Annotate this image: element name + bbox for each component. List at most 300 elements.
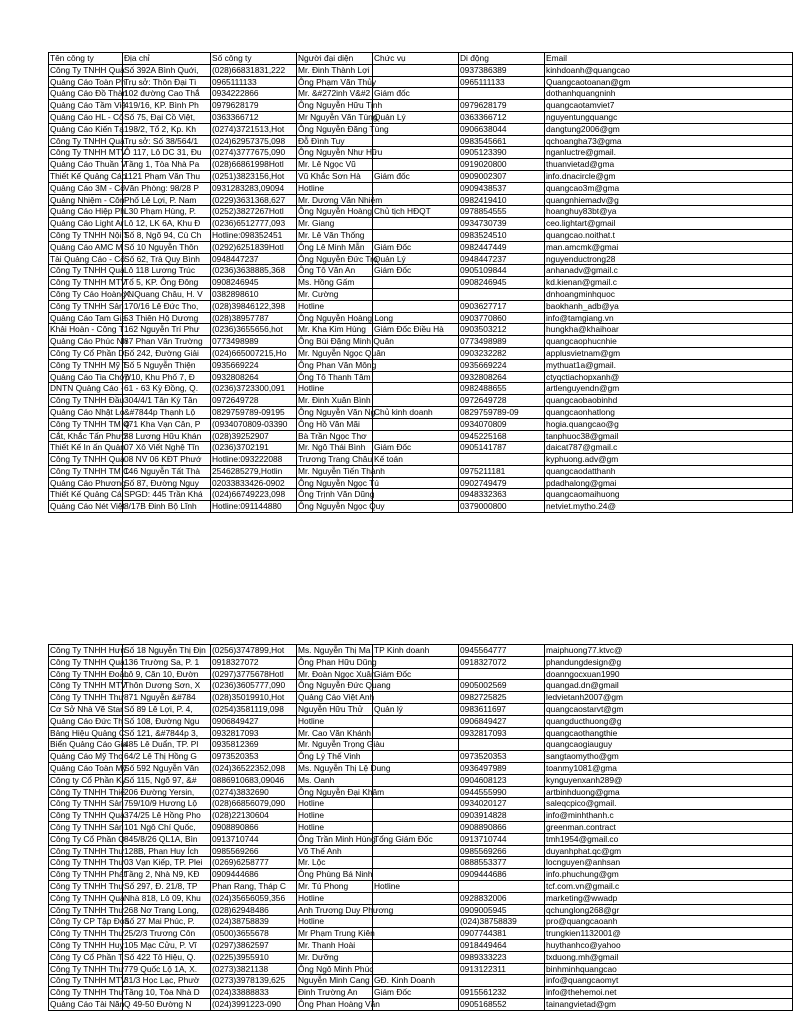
mobile-cell: 0915561232 [459, 987, 545, 999]
email-cell: quangcaotamviet7 [545, 100, 793, 112]
representative-cell: Ông Tô Văn An [297, 265, 373, 277]
position-cell: Chức vụ [373, 53, 459, 65]
company-phone-cell: (028)35019910,Hot [211, 692, 297, 704]
table-row [49, 810, 793, 822]
table-row [49, 430, 793, 442]
company-name-cell: Biển Quảng Cáo Gia [50, 739, 128, 750]
mobile-cell: 0908246945 [459, 277, 545, 289]
company-name-cell: Quảng Cáo Phúc Nh [50, 336, 128, 347]
representative-cell: Mr. Tú Phong [297, 880, 373, 892]
table-row [49, 987, 793, 999]
email-cell: qchoangha73@gma [545, 135, 793, 147]
address-cell: 304/4/1 Tân Kỳ Tân [123, 395, 211, 407]
company-phone-cell: (0273)3821138 [211, 963, 297, 975]
address-cell: X. Quang Châu, H. V [123, 288, 211, 300]
address-cell: Trụ sở: Thôn Đại Tì [123, 76, 211, 88]
header-row [49, 53, 793, 65]
representative-cell: Anh Trương Duy Phương [298, 904, 394, 915]
table-row [49, 277, 793, 289]
company-name-cell: Quảng Cáo Tam Gia [50, 312, 127, 323]
company-name-cell: Công Ty TNHH MTV [50, 975, 127, 986]
table-row [49, 288, 793, 300]
mobile-cell: 0932808264 [459, 371, 545, 383]
table-row [49, 489, 793, 501]
email-cell: hungkha@khaihoar [545, 324, 793, 336]
representative-cell: Ông Nguyễn Đức Quang [298, 680, 391, 691]
address-cell: Tầng 10, Tòa Nhà D [123, 987, 211, 999]
mobile-cell: 0888553377 [459, 857, 545, 869]
position-cell [373, 489, 459, 501]
table-row [49, 786, 793, 798]
position-cell: Giám Đốc [373, 442, 459, 454]
table-row [49, 336, 793, 348]
company-name-cell: Quảng Cáo Toàn Mỹ [50, 762, 127, 773]
mobile-cell: 0908890866 [459, 821, 545, 833]
representative-cell: Mr. Ngô Thái Bình [297, 442, 373, 454]
company-name-cell: Công Ty TNHH Thư [50, 857, 125, 868]
mobile-cell: 0945225168 [459, 430, 545, 442]
representative-cell: Mr. Nguyễn Tiến Thành [298, 465, 385, 476]
representative-cell: Ông Trịnh Văn Dũng [298, 489, 375, 500]
company-name-cell: Quảng Cáo Thuần V [50, 159, 127, 170]
company-phone-cell: (0225)3955910 [211, 951, 297, 963]
company-name-cell: Tên công ty [49, 53, 123, 65]
mobile-cell: 0965111133 [459, 76, 545, 88]
company-phone-cell: (0297)3862597 [211, 939, 297, 951]
company-name-cell: Công Ty TNHH MTV [50, 680, 127, 691]
address-cell: Ô 117, Lô DC 31, Đu [123, 147, 211, 159]
representative-cell: Ông Phan Văn Mông [298, 359, 377, 370]
mobile-cell: 0985569266 [459, 845, 545, 857]
address-cell: Số 121, &#7844p 3, [123, 727, 211, 739]
table-row [49, 833, 793, 845]
table-row [49, 692, 793, 704]
position-cell: Giám đốc [373, 88, 459, 100]
representative-cell: Mr. Lê Ngọc Vũ [297, 159, 373, 171]
representative-cell: Hotline [297, 892, 373, 904]
address-cell: 374/25 Lê Hồng Pho [123, 810, 211, 822]
company-phone-cell: (0254)3581119,098 [211, 703, 297, 715]
representative-cell: Ông Ngô Minh Phúc [298, 963, 374, 974]
email-cell: artlenguyendn@gm [545, 383, 793, 395]
position-cell: Quản Lý [373, 253, 459, 265]
representative-cell: Mr. Lộc [297, 857, 373, 869]
email-cell: tmh1954@gmail.co [545, 833, 793, 845]
table-row [49, 892, 793, 904]
address-cell: Số 10 Nguyễn Thôn [123, 241, 211, 253]
email-cell: quangcaophucnhie [545, 336, 793, 348]
representative-cell: Ông Phạm Văn Thủy [298, 76, 377, 87]
company-name-cell: Công Ty TNHH Hưn [50, 645, 126, 655]
mobile-cell: 0928832006 [459, 892, 545, 904]
company-name-cell: Công Ty TNHH Quả [50, 892, 125, 903]
company-name-cell: Quảng Cáo Light Ar [50, 218, 124, 229]
company-phone-cell: 0909444686 [211, 869, 297, 881]
table-row [49, 998, 793, 1010]
company-name-cell: Quảng Cáo Đức Th [50, 715, 123, 726]
email-cell: info@thehemoi.net [545, 987, 793, 999]
position-cell [373, 727, 459, 739]
mobile-cell: 0945564777 [459, 645, 545, 657]
email-cell: dothanhquangninh [545, 88, 793, 100]
table-row [49, 100, 793, 112]
email-cell: daicat787@gmail.c [545, 442, 793, 454]
table-row [49, 347, 793, 359]
representative-cell: Ông Phan Hoàng Văn [298, 998, 380, 1009]
company-phone-cell: (0251)3823156,Hot [211, 170, 297, 182]
address-cell: Số 75, Đại Cồ Việt, [123, 111, 211, 123]
position-cell [373, 100, 459, 112]
position-cell [373, 928, 459, 940]
company-phone-cell: (028)39846122,398 [211, 300, 297, 312]
company-phone-cell: (0500)3655678 [211, 928, 297, 940]
company-phone-cell: (0273)3978139,625 [211, 975, 297, 987]
email-cell: dnhoangminhquoc [545, 288, 793, 300]
email-cell: hoanghuy83bt@ya [545, 206, 793, 218]
email-cell: Email [545, 53, 793, 65]
address-cell: Tổ 5, KP. Ông Đông [123, 277, 211, 289]
email-cell: applusvietnam@gm [545, 347, 793, 359]
email-cell: info.phuchung@gm [545, 869, 793, 881]
representative-cell: Ông Nguyễn Hữu Tịnh [298, 100, 383, 111]
email-cell: info.dnacircle@gm [545, 170, 793, 182]
address-cell: Số 5 Nguyễn Thiện [123, 359, 211, 371]
address-cell: 871 Nguyễn &#784 [123, 692, 211, 704]
company-name-cell: Cắt, Khắc Tấn Phướ [50, 430, 128, 441]
company-phone-cell: 0948447237 [211, 253, 297, 265]
company-name-cell: Bảng Hiệu Quảng C [50, 727, 125, 738]
representative-cell: Ông Nguyễn Đức Trọ [298, 253, 378, 264]
company-name-cell: Quảng Cáo Tầm Việ [50, 100, 127, 111]
mobile-cell: 0903627717 [459, 300, 545, 312]
company-name-cell: Quảng Cáo Tài Năn [50, 998, 125, 1009]
representative-cell: Ms. Nguyễn Thị Lệ Dung [298, 762, 391, 773]
representative-cell: Hotline [297, 715, 373, 727]
mobile-cell: 0944555990 [459, 786, 545, 798]
company-name-cell: Công Ty TNHH Quả [50, 810, 125, 821]
address-cell: 759/10/9 Hương Lộ [123, 798, 211, 810]
position-cell [373, 656, 459, 668]
company-phone-cell: 0973520353 [211, 751, 297, 763]
address-cell: 845/8/26 QL1A, Bìn [123, 833, 211, 845]
company-name-cell: Công Ty TNHH Mỹ T [50, 359, 128, 370]
mobile-cell: 0982488655 [459, 383, 545, 395]
table-row [49, 170, 793, 182]
company-phone-cell: Phan Rang, Tháp C [211, 880, 297, 892]
position-cell: Giám Đốc [373, 987, 459, 999]
mobile-cell: 0982725825 [459, 692, 545, 704]
company-phone-cell: (0236)3702191 [211, 442, 297, 454]
address-cell: 87 Phan Văn Trường [123, 336, 211, 348]
position-cell [373, 998, 459, 1010]
representative-cell: Ông Nguyễn Hoàng Long [298, 312, 393, 323]
mobile-cell: 0919020800 [459, 159, 545, 171]
company-name-cell: Công Ty TNHH Quả [50, 135, 125, 146]
company-name-cell: Công Ty TNHH Thư [50, 987, 125, 998]
position-cell: Giám Đốc [373, 241, 459, 253]
address-cell: Số 297, Đ. 21/8, TP [123, 880, 211, 892]
table-row [49, 857, 793, 869]
table-row [49, 975, 793, 987]
mobile-cell: 0937386389 [459, 64, 545, 76]
table-row [49, 241, 793, 253]
company-name-cell: Công Ty TNHH Quả [50, 656, 125, 667]
position-cell [373, 159, 459, 171]
position-cell: Chủ kinh doanh [373, 406, 459, 418]
table-row [49, 680, 793, 692]
representative-cell: Mr Nguyễn Văn Tùng [298, 111, 378, 122]
position-cell [373, 395, 459, 407]
mobile-cell [459, 880, 545, 892]
representative-cell: Mr. Cao Văn Khánh [298, 727, 372, 738]
email-cell: nguyenductrong28 [545, 253, 793, 265]
company-phone-cell: (024)62957375,098 [211, 135, 297, 147]
email-cell: quangducthuong@g [545, 715, 793, 727]
representative-cell: Hotline [297, 810, 373, 822]
company-phone-cell: (024)66749223,098 [211, 489, 297, 501]
representative-cell: Mr. Lê Văn Thống [297, 229, 373, 241]
representative-cell: Ông Nguyễn Ngọc Tú [298, 477, 379, 488]
table-row [49, 951, 793, 963]
mobile-cell [459, 454, 545, 466]
table-row [49, 359, 793, 371]
representative-cell: Ms. Nguyễn Thị Ma [297, 645, 373, 657]
company-name-cell: Công Ty TNHH Huy [50, 939, 124, 950]
representative-cell: Mr. Kha Kim Hùng [297, 324, 373, 336]
mobile-cell: 0905141787 [459, 442, 545, 454]
mobile-cell: 0948447237 [459, 253, 545, 265]
position-cell: TP Kinh doanh [373, 645, 459, 657]
position-cell [373, 892, 459, 904]
contact-sheet-bottom [48, 644, 768, 1011]
company-name-cell: Công Ty Cổ Phần Q [50, 833, 125, 844]
table-row [49, 312, 793, 324]
company-name-cell: Cơ Sở Nhà Vẽ Star [50, 703, 123, 714]
position-cell [373, 218, 459, 230]
email-cell: ceo.lightart@gmail [545, 218, 793, 230]
representative-cell: Hotline [297, 300, 373, 312]
position-cell [373, 786, 459, 798]
mobile-cell: 0906638044 [459, 123, 545, 135]
representative-cell: Mr. Đoàn Ngọc Xuân [298, 668, 376, 679]
address-cell: Tầng 1, Tòa Nhà Pa [123, 159, 211, 171]
representative-cell: Mr Phạm Trung Kiên [298, 928, 375, 939]
representative-cell: Ông Lý Thế Vinh [297, 751, 373, 763]
mobile-cell: 0932817093 [459, 727, 545, 739]
email-cell: locnguyen@anhsan [545, 857, 793, 869]
mobile-cell: 0918327072 [459, 656, 545, 668]
position-cell [373, 359, 459, 371]
company-phone-cell: (0274)3777675,090 [211, 147, 297, 159]
company-name-cell: Quảng Cáo HL - Cô [50, 111, 124, 122]
mobile-cell: 0983611697 [459, 703, 545, 715]
address-cell: 7/10, Khu Phố 7, Đ [123, 371, 211, 383]
company-phone-cell: (0256)3747899,Hot [211, 645, 297, 657]
representative-cell: Hotline [297, 383, 373, 395]
company-phone-cell: 0913710744 [211, 833, 297, 845]
representative-cell: Mr. Thanh Hoài [297, 939, 373, 951]
representative-cell: Ông Nguyễn Hoàng [298, 206, 373, 217]
contact-sheet-top [48, 52, 768, 513]
company-name-cell: Quảng Cáo Hiệp Ph [50, 206, 125, 217]
position-cell [373, 147, 459, 159]
table-row [49, 845, 793, 857]
address-cell: 61 - 63 Kỳ Đồng, Q. [123, 383, 211, 395]
representative-cell: Hotline [297, 182, 373, 194]
representative-cell: Ông Phan Hữu Dũng [298, 656, 377, 667]
table-row [49, 656, 793, 668]
representative-cell: Ông Hồ Văn Mãi [297, 418, 373, 430]
company-phone-cell: (024)33888833 [211, 987, 297, 999]
company-phone-cell: 0908890866 [211, 821, 297, 833]
company-name-cell: Công Ty TNHH Sản [50, 821, 124, 832]
position-cell [373, 951, 459, 963]
position-cell [373, 371, 459, 383]
representative-cell: Đinh Trường An [297, 987, 373, 999]
position-cell: Chủ tịch HĐQT [373, 206, 459, 218]
email-cell: pro@quangcaoanh [545, 916, 793, 928]
company-phone-cell: 0773498989 [211, 336, 297, 348]
mobile-cell: 0989333223 [459, 951, 545, 963]
address-cell: Số 87, Đường Nguy [123, 477, 211, 489]
email-cell: qchunglong268@gr [545, 904, 793, 916]
company-name-cell: Quảng Cáo Nhật Lo [50, 406, 125, 417]
company-phone-cell: (028)66861998Hotl [211, 159, 297, 171]
email-cell: hogia.quangcao@g [545, 418, 793, 430]
representative-cell: Ông Nguyễn Như Hữu [298, 147, 383, 158]
company-name-cell: Công Ty TNHH Sản [50, 300, 124, 311]
email-cell: quangcao3m@gma [545, 182, 793, 194]
position-cell [373, 739, 459, 751]
position-cell [373, 857, 459, 869]
email-cell: info@tamgiang.vn [545, 312, 793, 324]
company-phone-cell: (0292)6251839Hotl [211, 241, 297, 253]
table-row [49, 821, 793, 833]
email-cell: saleqcpico@gmail. [545, 798, 793, 810]
email-cell: huythanhco@yahoo [545, 939, 793, 951]
table-row [49, 265, 793, 277]
company-phone-cell: Hotline:091144880 [211, 501, 297, 513]
address-cell: &#7844p Thạnh Lộ [123, 406, 211, 418]
position-cell [373, 229, 459, 241]
company-name-cell: Công Ty TNHH Nội T [50, 229, 129, 240]
company-name-cell: Công Ty TNHH Thư [50, 904, 125, 915]
position-cell [373, 963, 459, 975]
representative-cell: Vũ Khắc Sơn Hà [297, 170, 373, 182]
address-cell: 471 Kha Vạn Cân, P [123, 418, 211, 430]
position-cell [373, 477, 459, 489]
company-name-cell: Công Ty CP Tập Đoà [50, 916, 130, 927]
table-row [49, 229, 793, 241]
mobile-cell [459, 975, 545, 987]
table-row [49, 406, 793, 418]
mobile-cell: 0918449464 [459, 939, 545, 951]
company-name-cell: Công Ty TNHH Sản [50, 798, 124, 809]
address-cell: 198/2, Tổ 2, Kp. Kh [123, 123, 211, 135]
company-name-cell: Công Ty TNHH Phát [50, 869, 127, 880]
position-cell [373, 821, 459, 833]
table-row [49, 501, 793, 513]
representative-cell: Ông Nguyễn Đăng Tùng [298, 123, 389, 134]
company-phone-cell: (0252)3827267Hotl [211, 206, 297, 218]
table-row [49, 762, 793, 774]
address-cell: Văn Phòng: 98/28 P [123, 182, 211, 194]
address-cell: Lô 118 Lương Trúc [123, 265, 211, 277]
email-cell: sangtaomytho@gm [545, 751, 793, 763]
company-phone-cell: (0236)3605777,090 [211, 680, 297, 692]
company-phone-cell: 0363366712 [211, 111, 297, 123]
mobile-cell: 0902749479 [459, 477, 545, 489]
mobile-cell [459, 88, 545, 100]
email-cell: quangcaomaihuong [545, 489, 793, 501]
email-cell: quangcaothangthie [545, 727, 793, 739]
company-phone-cell: 0935669224 [211, 359, 297, 371]
company-name-cell: Quảng Cáo Nét Việt [50, 501, 125, 512]
table-row [49, 751, 793, 763]
email-cell: mythuat1a@gmail. [545, 359, 793, 371]
table-row [49, 465, 793, 477]
address-cell: Số 392A Bình Quới, [123, 64, 211, 76]
table-row [49, 727, 793, 739]
mobile-cell: 0983524510 [459, 229, 545, 241]
position-cell: Giám Đốc [373, 265, 459, 277]
representative-cell: Nguyễn Hữu Thử [297, 703, 373, 715]
email-cell: quangcaodatthanh [545, 465, 793, 477]
table-row [49, 123, 793, 135]
address-cell: Số 89 Lê Lợi, P. 4, [123, 703, 211, 715]
email-cell: quangcaostarvt@gm [545, 703, 793, 715]
email-cell: quangnhiemadv@g [545, 194, 793, 206]
position-cell: Tổng Giám Đốc [373, 833, 459, 845]
table-row [49, 928, 793, 940]
company-phone-cell: 0382898610 [211, 288, 297, 300]
table-row [49, 395, 793, 407]
address-cell: Q 49-50 Đường N [123, 998, 211, 1010]
company-name-cell: Công Ty TNHH Thư [50, 880, 125, 891]
email-cell: quangcaonhatlong [545, 406, 793, 418]
table-row [49, 939, 793, 951]
company-name-cell: Quảng Cáo Đồ Thàn [50, 88, 128, 99]
company-phone-cell: 0934222866 [211, 88, 297, 100]
mobile-cell [459, 668, 545, 680]
email-cell: toanmy1081@gma [545, 762, 793, 774]
address-cell: Số 115, Ngõ 97, &# [123, 774, 211, 786]
address-cell: Số 8, Ngõ 94, Cù Ch [123, 229, 211, 241]
address-cell: 206 Đường Yersin, [123, 786, 211, 798]
company-name-cell: Công Ty TNHH MTV [50, 277, 127, 288]
representative-cell: Ông Nguyễn Văn Ng [298, 406, 376, 417]
company-phone-cell: 0965111133 [211, 76, 297, 88]
email-cell: anhanadv@gmail.c [545, 265, 793, 277]
table-row [49, 218, 793, 230]
table-row [49, 442, 793, 454]
company-name-cell: Quảng Cáo Phương [50, 477, 126, 488]
email-cell: thuanvietad@gma [545, 159, 793, 171]
company-name-cell: Công Ty TNHH TM Q [50, 418, 130, 429]
address-cell: 53 Thiên Hộ Dương [123, 312, 211, 324]
company-phone-cell: 2546285279,Hotlin [211, 465, 297, 477]
mobile-cell: 0909438537 [459, 182, 545, 194]
position-cell: GĐ. Kinh Doanh [373, 975, 459, 987]
company-phone-cell: 0985569266 [211, 845, 297, 857]
mobile-cell: Di động [459, 53, 545, 65]
table-row [49, 64, 793, 76]
address-cell: 268 Nơ Trang Long, [123, 904, 211, 916]
company-phone-cell: (0274)3721513,Hot [211, 123, 297, 135]
company-phone-cell: (024)3991223-090 [211, 998, 297, 1010]
address-cell: Số 108, Đường Ngu [123, 715, 211, 727]
position-cell [373, 916, 459, 928]
